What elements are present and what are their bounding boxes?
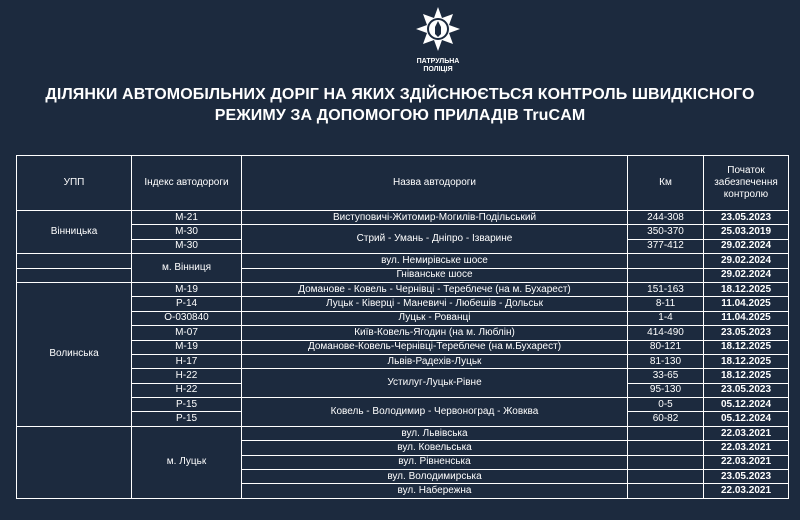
region-spacer-cell: [17, 254, 132, 268]
city-cell-lutsk: м. Луцьк: [132, 426, 242, 498]
date-cell: 23.05.2023: [704, 326, 789, 340]
table-row: [17, 311, 789, 325]
date-cell: 23.05.2023: [704, 383, 789, 397]
name-cell: вул. Набережна: [242, 484, 628, 498]
region-cell-vinnytska: Вінницька: [17, 211, 132, 254]
name-cell: Доманове-Ковель-Чернівці-Тереблече (на м.Бухарест): [242, 340, 628, 354]
date-cell: 29.02.2024: [704, 254, 789, 268]
km-cell: [628, 268, 704, 282]
km-cell: [628, 455, 704, 469]
km-cell: [628, 426, 704, 440]
table-row: [17, 369, 789, 383]
index-cell: М-19: [132, 340, 242, 354]
region-spacer-cell: [17, 426, 132, 498]
table-row: [17, 340, 789, 354]
date-cell: 22.03.2021: [704, 426, 789, 440]
index-cell: М-30: [132, 239, 242, 253]
name-cell: Луцьк - Ківерці - Маневичі - Любешів - Дольськ: [242, 297, 628, 311]
police-star-icon: [415, 6, 461, 52]
page-title-line1: ДІЛЯНКИ АВТОМОБІЛЬНИХ ДОРІГ НА ЯКИХ ЗДІЙСНЮЄТЬСЯ КОНТРОЛЬ ШВИДКІСНОГО: [45, 86, 755, 103]
km-cell: 244-308: [628, 211, 704, 225]
index-cell: М-19: [132, 282, 242, 296]
date-cell: 18.12.2025: [704, 282, 789, 296]
date-cell: 18.12.2025: [704, 369, 789, 383]
km-cell: 8-11: [628, 297, 704, 311]
km-cell: [628, 470, 704, 484]
date-cell: 29.02.2024: [704, 268, 789, 282]
logo-text-line1: ПАТРУЛЬНА: [416, 58, 460, 65]
name-cell: Устилуг-Луцьк-Рівне: [242, 369, 628, 398]
city-cell-vinnytsia: м. Вінниця: [132, 254, 242, 283]
name-cell: вул. Немирівське шосе: [242, 254, 628, 268]
header-km: Км: [628, 156, 704, 211]
km-cell: [628, 484, 704, 498]
table-row: [17, 326, 789, 340]
name-cell: вул. Рівненська: [242, 455, 628, 469]
name-cell: вул. Володимирська: [242, 470, 628, 484]
date-cell: 05.12.2024: [704, 412, 789, 426]
date-cell: 29.02.2024: [704, 239, 789, 253]
index-cell: Р-15: [132, 412, 242, 426]
date-cell: 22.03.2021: [704, 441, 789, 455]
name-cell: вул. Ковельська: [242, 441, 628, 455]
km-cell: 80-121: [628, 340, 704, 354]
date-cell: 11.04.2025: [704, 311, 789, 325]
table-header-row: [17, 156, 789, 211]
table-row: [17, 354, 789, 368]
name-cell: Луцьк - Рованці: [242, 311, 628, 325]
table-row: [17, 297, 789, 311]
name-cell: вул. Львівська: [242, 426, 628, 440]
table-row: [17, 282, 789, 296]
index-cell: М-07: [132, 326, 242, 340]
km-cell: 377-412: [628, 239, 704, 253]
logo-text-line2: ПОЛІЦІЯ: [423, 66, 453, 73]
table-row: [17, 426, 789, 440]
region-cell-volynska: Волинська: [17, 282, 132, 426]
index-cell: Н-17: [132, 354, 242, 368]
name-cell: Виступовичі-Житомир-Могилів-Подільський: [242, 211, 628, 225]
date-cell: 22.03.2021: [704, 455, 789, 469]
index-cell: Р-14: [132, 297, 242, 311]
date-cell: 22.03.2021: [704, 484, 789, 498]
name-cell: Ковель - Володимир - Червоноград - Жовква: [242, 398, 628, 427]
km-cell: 414-490: [628, 326, 704, 340]
km-cell: 60-82: [628, 412, 704, 426]
patrol-police-logo: [408, 6, 468, 80]
km-cell: 81-130: [628, 354, 704, 368]
index-cell: М-21: [132, 211, 242, 225]
page-title-line2: РЕЖИМУ ЗА ДОПОМОГОЮ ПРИЛАДІВ TruCAM: [214, 107, 586, 124]
index-cell: Р-15: [132, 398, 242, 412]
index-cell: О-030840: [132, 311, 242, 325]
header-name: Назва автодороги: [242, 156, 628, 211]
table-row: [17, 398, 789, 412]
region-spacer-cell: [17, 268, 132, 282]
name-cell: Стрий - Умань - Дніпро - Ізварине: [242, 225, 628, 254]
index-cell: Н-22: [132, 383, 242, 397]
header-start: Початок забезпечення контролю: [704, 156, 789, 211]
km-cell: 95-130: [628, 383, 704, 397]
km-cell: 1-4: [628, 311, 704, 325]
name-cell: Львів-Радехів-Луцьк: [242, 354, 628, 368]
roads-table: [16, 155, 789, 499]
km-cell: 33-65: [628, 369, 704, 383]
date-cell: 05.12.2024: [704, 398, 789, 412]
date-cell: 23.05.2023: [704, 470, 789, 484]
date-cell: 23.05.2023: [704, 211, 789, 225]
index-cell: М-30: [132, 225, 242, 239]
index-cell: Н-22: [132, 369, 242, 383]
name-cell: Гніванське шосе: [242, 268, 628, 282]
km-cell: [628, 254, 704, 268]
date-cell: 25.03.2019: [704, 225, 789, 239]
table-row: [17, 225, 789, 239]
km-cell: 151-163: [628, 282, 704, 296]
header-index: Індекс автодороги: [132, 156, 242, 211]
table-row: [17, 211, 789, 225]
km-cell: 350-370: [628, 225, 704, 239]
date-cell: 18.12.2025: [704, 340, 789, 354]
table-row: [17, 254, 789, 268]
name-cell: Доманове - Ковель - Чернівці - Тереблече (на м. Бухарест): [242, 282, 628, 296]
page-title: [0, 84, 800, 126]
header-upp: УПП: [17, 156, 132, 211]
km-cell: 0-5: [628, 398, 704, 412]
date-cell: 18.12.2025: [704, 354, 789, 368]
date-cell: 11.04.2025: [704, 297, 789, 311]
name-cell: Київ-Ковель-Ягодин (на м. Люблін): [242, 326, 628, 340]
km-cell: [628, 441, 704, 455]
